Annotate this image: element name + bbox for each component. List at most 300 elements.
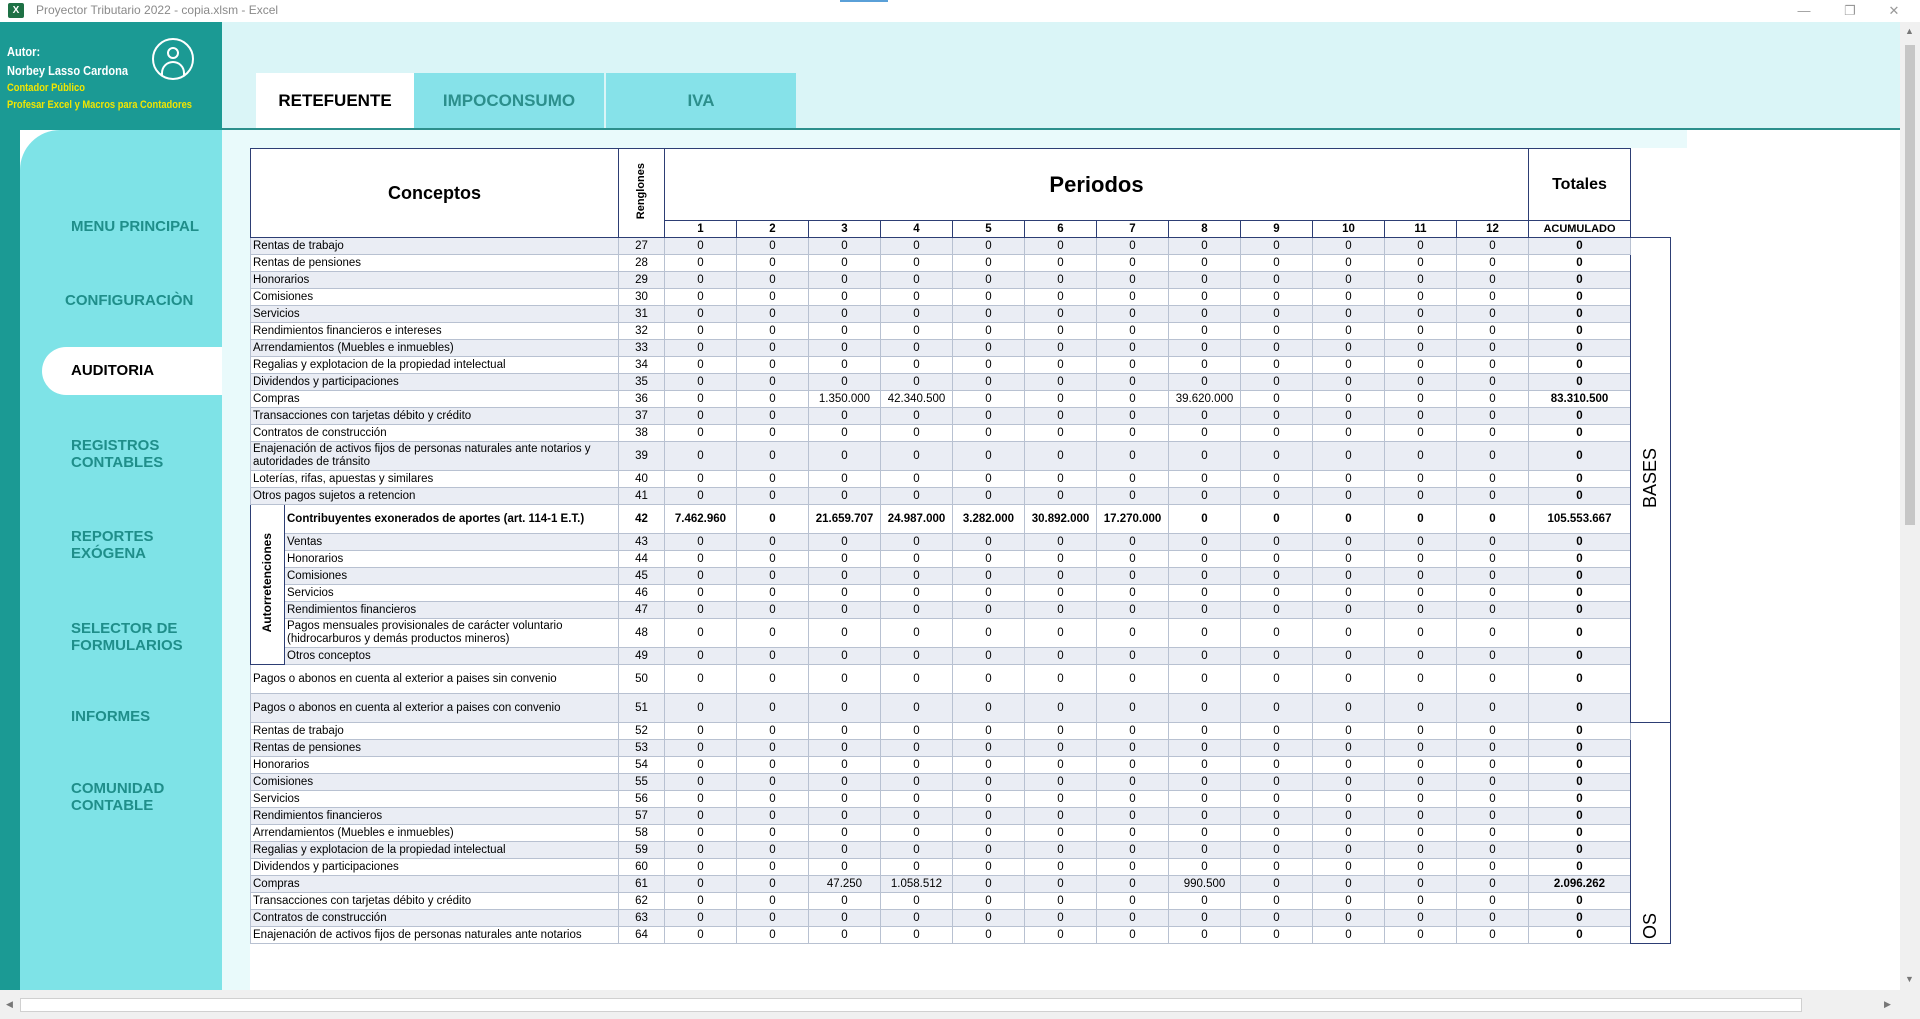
period-value[interactable]: 0 — [881, 602, 953, 619]
period-value[interactable]: 0 — [1025, 488, 1097, 505]
period-value[interactable]: 0 — [1385, 723, 1457, 740]
period-value[interactable]: 0 — [953, 808, 1025, 825]
period-value[interactable]: 0 — [881, 323, 953, 340]
period-value[interactable]: 0 — [1385, 357, 1457, 374]
period-value[interactable]: 0 — [1457, 648, 1529, 665]
period-value[interactable]: 0 — [1169, 505, 1241, 534]
period-value[interactable]: 0 — [1097, 757, 1169, 774]
period-value[interactable]: 0 — [665, 357, 737, 374]
period-value[interactable]: 0 — [1097, 323, 1169, 340]
period-value[interactable]: 0 — [1169, 306, 1241, 323]
period-value[interactable]: 0 — [1097, 289, 1169, 306]
period-value[interactable]: 0 — [1025, 442, 1097, 471]
period-value[interactable]: 0 — [1313, 740, 1385, 757]
period-value[interactable]: 0 — [665, 488, 737, 505]
period-value[interactable]: 0 — [1025, 648, 1097, 665]
period-value[interactable]: 0 — [1385, 488, 1457, 505]
period-value[interactable]: 0 — [1169, 238, 1241, 255]
period-value[interactable]: 0 — [1097, 893, 1169, 910]
period-value[interactable]: 0 — [665, 442, 737, 471]
period-value[interactable]: 0 — [1097, 488, 1169, 505]
period-value[interactable]: 0 — [881, 740, 953, 757]
restore-button[interactable]: ❐ — [1844, 3, 1856, 18]
period-value[interactable]: 0 — [1385, 323, 1457, 340]
period-value[interactable]: 0 — [1241, 425, 1313, 442]
period-value[interactable]: 0 — [737, 374, 809, 391]
period-value[interactable]: 0 — [1385, 551, 1457, 568]
period-value[interactable]: 0 — [737, 534, 809, 551]
period-value[interactable]: 0 — [1385, 757, 1457, 774]
period-value[interactable]: 0 — [1169, 774, 1241, 791]
period-value[interactable]: 0 — [1313, 323, 1385, 340]
period-value[interactable]: 0 — [1385, 442, 1457, 471]
period-value[interactable]: 24.987.000 — [881, 505, 953, 534]
period-value[interactable]: 0 — [1097, 391, 1169, 408]
period-value[interactable]: 0 — [1097, 534, 1169, 551]
period-value[interactable]: 0 — [1457, 585, 1529, 602]
period-value[interactable]: 0 — [1241, 306, 1313, 323]
period-value[interactable]: 0 — [953, 374, 1025, 391]
period-value[interactable]: 0 — [1097, 910, 1169, 927]
nav-informes[interactable]: INFORMES — [71, 708, 151, 725]
period-value[interactable]: 0 — [1241, 774, 1313, 791]
period-value[interactable]: 0 — [1097, 408, 1169, 425]
period-value[interactable]: 0 — [1241, 808, 1313, 825]
period-value[interactable]: 0 — [881, 306, 953, 323]
period-value[interactable]: 0 — [1025, 323, 1097, 340]
period-value[interactable]: 0 — [809, 488, 881, 505]
period-value[interactable]: 0 — [953, 340, 1025, 357]
period-value[interactable]: 0 — [1025, 425, 1097, 442]
period-value[interactable]: 0 — [665, 471, 737, 488]
period-value[interactable]: 0 — [1313, 408, 1385, 425]
period-value[interactable]: 0 — [1025, 602, 1097, 619]
period-value[interactable]: 0 — [1385, 791, 1457, 808]
period-value[interactable]: 0 — [665, 374, 737, 391]
period-value[interactable]: 0 — [881, 340, 953, 357]
period-value[interactable]: 0 — [737, 859, 809, 876]
period-value[interactable]: 0 — [665, 740, 737, 757]
period-value[interactable]: 0 — [953, 648, 1025, 665]
period-value[interactable]: 0 — [881, 842, 953, 859]
period-value[interactable]: 0 — [1385, 665, 1457, 694]
period-value[interactable]: 0 — [1025, 927, 1097, 944]
period-value[interactable]: 0 — [809, 602, 881, 619]
period-value[interactable]: 0 — [1169, 442, 1241, 471]
period-value[interactable]: 0 — [1385, 306, 1457, 323]
period-value[interactable]: 0 — [1313, 442, 1385, 471]
period-value[interactable]: 0 — [1169, 859, 1241, 876]
period-value[interactable]: 0 — [953, 723, 1025, 740]
period-value[interactable]: 0 — [1025, 471, 1097, 488]
period-value[interactable]: 0 — [953, 551, 1025, 568]
period-value[interactable]: 0 — [953, 842, 1025, 859]
period-value[interactable]: 0 — [953, 740, 1025, 757]
period-value[interactable]: 0 — [1457, 551, 1529, 568]
period-value[interactable]: 0 — [1457, 876, 1529, 893]
period-value[interactable]: 0 — [1169, 255, 1241, 272]
period-value[interactable]: 0 — [1169, 534, 1241, 551]
period-value[interactable]: 0 — [1169, 648, 1241, 665]
period-value[interactable]: 0 — [1169, 665, 1241, 694]
period-value[interactable]: 0 — [953, 825, 1025, 842]
period-value[interactable]: 0 — [1241, 255, 1313, 272]
period-value[interactable]: 0 — [1385, 876, 1457, 893]
period-value[interactable]: 0 — [1241, 694, 1313, 723]
period-value[interactable]: 0 — [1241, 391, 1313, 408]
period-value[interactable]: 0 — [665, 585, 737, 602]
period-value[interactable]: 0 — [881, 488, 953, 505]
period-value[interactable]: 0 — [1241, 825, 1313, 842]
period-value[interactable]: 0 — [665, 391, 737, 408]
period-value[interactable]: 0 — [1313, 340, 1385, 357]
period-value[interactable]: 990.500 — [1169, 876, 1241, 893]
period-value[interactable]: 0 — [1169, 471, 1241, 488]
period-value[interactable]: 0 — [1025, 408, 1097, 425]
period-value[interactable]: 0 — [1025, 723, 1097, 740]
period-value[interactable]: 0 — [1025, 272, 1097, 289]
period-value[interactable]: 0 — [1241, 757, 1313, 774]
period-value[interactable]: 0 — [1169, 425, 1241, 442]
period-value[interactable]: 0 — [1313, 255, 1385, 272]
nav-configuracion[interactable]: CONFIGURACIÒN — [65, 292, 194, 309]
period-value[interactable]: 0 — [881, 272, 953, 289]
period-value[interactable]: 0 — [665, 648, 737, 665]
period-value[interactable]: 0 — [1025, 876, 1097, 893]
period-value[interactable]: 0 — [665, 842, 737, 859]
period-value[interactable]: 0 — [1097, 648, 1169, 665]
period-value[interactable]: 0 — [1025, 340, 1097, 357]
period-value[interactable]: 0 — [809, 568, 881, 585]
period-value[interactable]: 0 — [665, 306, 737, 323]
period-value[interactable]: 0 — [1385, 740, 1457, 757]
period-value[interactable]: 0 — [1457, 694, 1529, 723]
period-value[interactable]: 0 — [1097, 876, 1169, 893]
period-value[interactable]: 0 — [665, 927, 737, 944]
period-value[interactable]: 0 — [1097, 255, 1169, 272]
period-value[interactable]: 0 — [1097, 585, 1169, 602]
period-value[interactable]: 0 — [1457, 534, 1529, 551]
period-value[interactable]: 0 — [1457, 357, 1529, 374]
period-value[interactable]: 0 — [809, 408, 881, 425]
period-value[interactable]: 0 — [1313, 534, 1385, 551]
period-value[interactable]: 0 — [953, 927, 1025, 944]
period-value[interactable]: 0 — [1097, 425, 1169, 442]
period-value[interactable]: 0 — [665, 859, 737, 876]
period-value[interactable]: 0 — [1025, 534, 1097, 551]
period-value[interactable]: 0 — [881, 619, 953, 648]
period-value[interactable]: 0 — [881, 374, 953, 391]
period-value[interactable]: 0 — [1097, 694, 1169, 723]
scroll-left-icon[interactable]: ◀ — [6, 999, 13, 1009]
period-value[interactable]: 0 — [1457, 340, 1529, 357]
period-value[interactable]: 0 — [1241, 374, 1313, 391]
period-value[interactable]: 0 — [1457, 740, 1529, 757]
period-value[interactable]: 0 — [1457, 323, 1529, 340]
period-value[interactable]: 0 — [1241, 323, 1313, 340]
period-value[interactable]: 0 — [1385, 619, 1457, 648]
period-value[interactable]: 0 — [1457, 238, 1529, 255]
period-value[interactable]: 0 — [1241, 791, 1313, 808]
period-value[interactable]: 0 — [1313, 893, 1385, 910]
period-value[interactable]: 0 — [665, 808, 737, 825]
period-value[interactable]: 0 — [1457, 471, 1529, 488]
period-value[interactable]: 0 — [1241, 534, 1313, 551]
period-value[interactable]: 0 — [881, 893, 953, 910]
period-value[interactable]: 0 — [1025, 791, 1097, 808]
period-value[interactable]: 0 — [881, 808, 953, 825]
period-value[interactable]: 0 — [737, 425, 809, 442]
period-value[interactable]: 0 — [1097, 306, 1169, 323]
period-value[interactable]: 0 — [665, 255, 737, 272]
period-value[interactable]: 0 — [1385, 471, 1457, 488]
period-value[interactable]: 0 — [1169, 723, 1241, 740]
period-value[interactable]: 0 — [1385, 910, 1457, 927]
period-value[interactable]: 0 — [953, 876, 1025, 893]
period-value[interactable]: 0 — [1313, 723, 1385, 740]
period-value[interactable]: 0 — [1169, 568, 1241, 585]
period-value[interactable]: 0 — [1025, 774, 1097, 791]
period-value[interactable]: 0 — [881, 408, 953, 425]
period-value[interactable]: 0 — [1385, 568, 1457, 585]
period-value[interactable]: 0 — [953, 585, 1025, 602]
period-value[interactable]: 0 — [737, 340, 809, 357]
period-value[interactable]: 0 — [1385, 374, 1457, 391]
period-value[interactable]: 0 — [953, 791, 1025, 808]
period-value[interactable]: 0 — [1097, 374, 1169, 391]
period-value[interactable]: 0 — [1457, 488, 1529, 505]
period-value[interactable]: 0 — [1385, 825, 1457, 842]
period-value[interactable]: 0 — [1313, 774, 1385, 791]
period-value[interactable]: 0 — [809, 825, 881, 842]
period-value[interactable]: 0 — [665, 665, 737, 694]
tab-iva[interactable]: IVA — [606, 73, 796, 128]
period-value[interactable]: 0 — [1097, 825, 1169, 842]
period-value[interactable]: 0 — [809, 272, 881, 289]
period-value[interactable]: 0 — [1385, 289, 1457, 306]
period-value[interactable]: 0 — [1241, 859, 1313, 876]
period-value[interactable]: 0 — [809, 893, 881, 910]
period-value[interactable]: 0 — [953, 488, 1025, 505]
period-value[interactable]: 0 — [1313, 306, 1385, 323]
period-value[interactable]: 0 — [1385, 505, 1457, 534]
period-value[interactable]: 0 — [737, 238, 809, 255]
period-value[interactable]: 0 — [809, 774, 881, 791]
period-value[interactable]: 0 — [809, 619, 881, 648]
period-value[interactable]: 0 — [1457, 306, 1529, 323]
period-value[interactable]: 0 — [1169, 602, 1241, 619]
period-value[interactable]: 0 — [1241, 289, 1313, 306]
period-value[interactable]: 0 — [1097, 442, 1169, 471]
period-value[interactable]: 0 — [1025, 859, 1097, 876]
period-value[interactable]: 0 — [737, 289, 809, 306]
scroll-up-icon[interactable]: ▲ — [1905, 26, 1914, 36]
period-value[interactable]: 39.620.000 — [1169, 391, 1241, 408]
period-value[interactable]: 0 — [1457, 425, 1529, 442]
period-value[interactable]: 0 — [881, 910, 953, 927]
period-value[interactable]: 0 — [881, 825, 953, 842]
period-value[interactable]: 0 — [665, 791, 737, 808]
period-value[interactable]: 0 — [665, 568, 737, 585]
period-value[interactable]: 0 — [809, 665, 881, 694]
period-value[interactable]: 0 — [737, 808, 809, 825]
period-value[interactable]: 0 — [1169, 842, 1241, 859]
period-value[interactable]: 0 — [1241, 488, 1313, 505]
period-value[interactable]: 0 — [737, 893, 809, 910]
period-value[interactable]: 0 — [809, 289, 881, 306]
period-value[interactable]: 0 — [953, 442, 1025, 471]
period-value[interactable]: 0 — [1457, 927, 1529, 944]
period-value[interactable]: 0 — [1097, 471, 1169, 488]
period-value[interactable]: 0 — [953, 665, 1025, 694]
scroll-right-icon[interactable]: ▶ — [1884, 999, 1891, 1009]
period-value[interactable]: 0 — [953, 323, 1025, 340]
period-value[interactable]: 3.282.000 — [953, 505, 1025, 534]
period-value[interactable]: 0 — [1241, 568, 1313, 585]
period-value[interactable]: 0 — [1385, 272, 1457, 289]
period-value[interactable]: 0 — [665, 289, 737, 306]
period-value[interactable]: 0 — [737, 842, 809, 859]
period-value[interactable]: 0 — [1457, 374, 1529, 391]
period-value[interactable]: 0 — [1097, 602, 1169, 619]
period-value[interactable]: 0 — [1241, 876, 1313, 893]
period-value[interactable]: 0 — [1025, 238, 1097, 255]
period-value[interactable]: 0 — [1097, 740, 1169, 757]
period-value[interactable]: 0 — [1169, 694, 1241, 723]
period-value[interactable]: 0 — [881, 471, 953, 488]
period-value[interactable]: 0 — [1457, 791, 1529, 808]
period-value[interactable]: 0 — [1313, 272, 1385, 289]
period-value[interactable]: 0 — [1169, 927, 1241, 944]
period-value[interactable]: 0 — [665, 825, 737, 842]
period-value[interactable]: 0 — [1385, 774, 1457, 791]
period-value[interactable]: 0 — [1385, 602, 1457, 619]
period-value[interactable]: 0 — [1169, 323, 1241, 340]
period-value[interactable]: 0 — [1385, 927, 1457, 944]
period-value[interactable]: 0 — [809, 694, 881, 723]
period-value[interactable]: 0 — [809, 757, 881, 774]
close-button[interactable]: ✕ — [1888, 3, 1900, 18]
period-value[interactable]: 0 — [1169, 740, 1241, 757]
period-value[interactable]: 0 — [953, 289, 1025, 306]
period-value[interactable]: 0 — [881, 723, 953, 740]
period-value[interactable]: 0 — [737, 272, 809, 289]
period-value[interactable]: 0 — [1025, 757, 1097, 774]
period-value[interactable]: 0 — [1313, 694, 1385, 723]
period-value[interactable]: 0 — [665, 723, 737, 740]
period-value[interactable]: 0 — [809, 791, 881, 808]
period-value[interactable]: 0 — [953, 859, 1025, 876]
period-value[interactable]: 0 — [809, 425, 881, 442]
period-value[interactable]: 0 — [953, 357, 1025, 374]
period-value[interactable]: 0 — [809, 740, 881, 757]
period-value[interactable]: 0 — [953, 255, 1025, 272]
period-value[interactable]: 0 — [1385, 859, 1457, 876]
period-value[interactable]: 0 — [1169, 551, 1241, 568]
nav-menu-principal[interactable]: MENU PRINCIPAL — [71, 218, 200, 235]
period-value[interactable]: 0 — [1241, 665, 1313, 694]
period-value[interactable]: 0 — [665, 757, 737, 774]
period-value[interactable]: 0 — [1313, 876, 1385, 893]
period-value[interactable]: 0 — [953, 893, 1025, 910]
period-value[interactable]: 0 — [665, 534, 737, 551]
period-value[interactable]: 0 — [1385, 648, 1457, 665]
period-value[interactable]: 0 — [1385, 842, 1457, 859]
period-value[interactable]: 0 — [1457, 505, 1529, 534]
period-value[interactable]: 0 — [1241, 910, 1313, 927]
period-value[interactable]: 0 — [1097, 808, 1169, 825]
period-value[interactable]: 0 — [1457, 825, 1529, 842]
period-value[interactable]: 0 — [1241, 442, 1313, 471]
period-value[interactable]: 0 — [953, 306, 1025, 323]
nav-reportes-exogena[interactable]: REPORTES EXÓGENA — [71, 528, 154, 562]
period-value[interactable]: 0 — [1025, 585, 1097, 602]
period-value[interactable]: 0 — [665, 619, 737, 648]
period-value[interactable]: 0 — [1385, 808, 1457, 825]
period-value[interactable]: 0 — [737, 910, 809, 927]
period-value[interactable]: 0 — [1025, 374, 1097, 391]
period-value[interactable]: 0 — [737, 255, 809, 272]
period-value[interactable]: 0 — [737, 488, 809, 505]
period-value[interactable]: 0 — [737, 791, 809, 808]
period-value[interactable]: 0 — [1385, 391, 1457, 408]
period-value[interactable]: 0 — [809, 255, 881, 272]
period-value[interactable]: 0 — [1097, 774, 1169, 791]
period-value[interactable]: 0 — [953, 910, 1025, 927]
period-value[interactable]: 0 — [1097, 357, 1169, 374]
period-value[interactable]: 0 — [881, 238, 953, 255]
period-value[interactable]: 0 — [881, 551, 953, 568]
period-value[interactable]: 0 — [1025, 619, 1097, 648]
period-value[interactable]: 0 — [809, 306, 881, 323]
period-value[interactable]: 0 — [665, 876, 737, 893]
period-value[interactable]: 0 — [953, 272, 1025, 289]
period-value[interactable]: 0 — [1313, 602, 1385, 619]
period-value[interactable]: 0 — [1241, 585, 1313, 602]
period-value[interactable]: 0 — [1385, 585, 1457, 602]
period-value[interactable]: 0 — [881, 774, 953, 791]
vertical-scrollbar[interactable] — [1900, 22, 1920, 990]
period-value[interactable]: 0 — [881, 568, 953, 585]
horizontal-scrollbar[interactable] — [0, 990, 1920, 1019]
period-value[interactable]: 0 — [1169, 340, 1241, 357]
period-value[interactable]: 0 — [737, 568, 809, 585]
period-value[interactable]: 0 — [665, 774, 737, 791]
period-value[interactable]: 0 — [1313, 619, 1385, 648]
period-value[interactable]: 0 — [1313, 357, 1385, 374]
period-value[interactable]: 0 — [1313, 791, 1385, 808]
period-value[interactable]: 0 — [737, 408, 809, 425]
scroll-down-icon[interactable]: ▼ — [1905, 974, 1914, 984]
period-value[interactable]: 0 — [1241, 723, 1313, 740]
period-value[interactable]: 0 — [665, 551, 737, 568]
nav-registros-contables[interactable]: REGISTROS CONTABLES — [71, 437, 164, 471]
period-value[interactable]: 0 — [953, 425, 1025, 442]
period-value[interactable]: 0 — [881, 665, 953, 694]
period-value[interactable]: 0 — [1097, 340, 1169, 357]
period-value[interactable]: 0 — [1313, 391, 1385, 408]
period-value[interactable]: 0 — [737, 619, 809, 648]
period-value[interactable]: 0 — [1241, 602, 1313, 619]
period-value[interactable]: 0 — [665, 272, 737, 289]
period-value[interactable]: 0 — [1457, 665, 1529, 694]
period-value[interactable]: 0 — [1313, 505, 1385, 534]
period-value[interactable]: 0 — [1169, 374, 1241, 391]
period-value[interactable]: 0 — [1241, 408, 1313, 425]
period-value[interactable]: 0 — [1241, 505, 1313, 534]
period-value[interactable]: 0 — [1025, 808, 1097, 825]
period-value[interactable]: 0 — [665, 340, 737, 357]
